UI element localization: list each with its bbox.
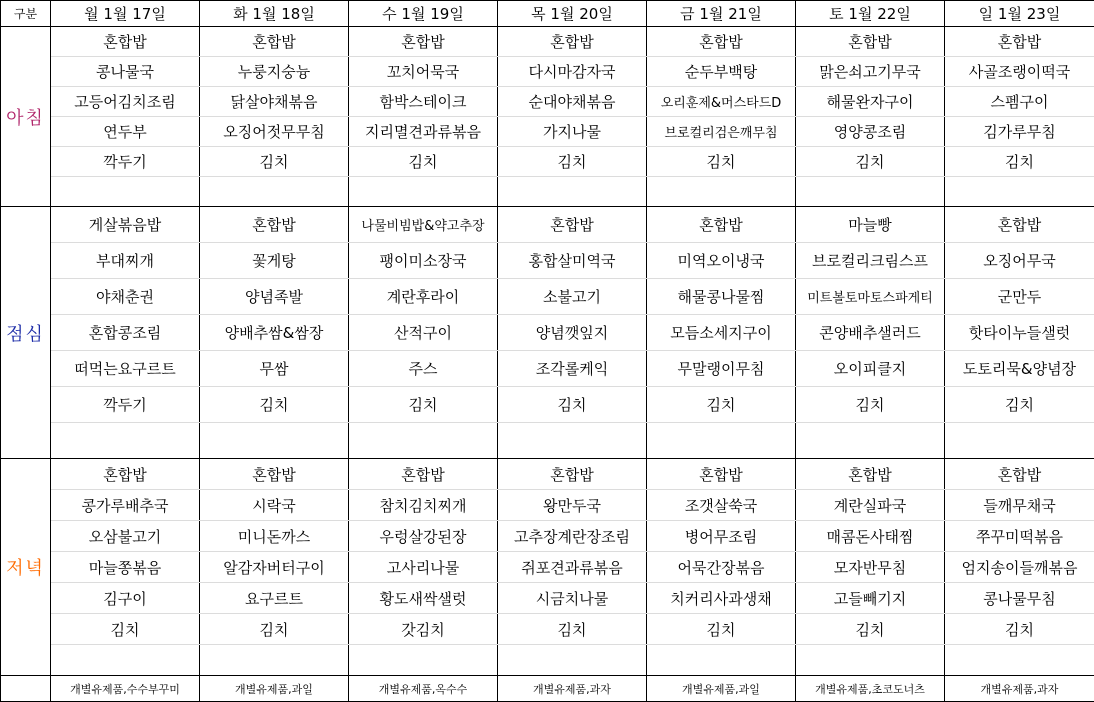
menu-item-tue [200, 423, 349, 459]
header-day-thu: 목 1월 20일 [498, 1, 647, 27]
menu-item-mon: 고등어김치조림 [51, 87, 200, 117]
menu-item-mon: 오삼불고기 [51, 521, 200, 552]
snack-wed: 개별유제품,옥수수 [349, 676, 498, 702]
menu-item-fri: 어묵간장볶음 [647, 552, 796, 583]
menu-item-tue: 김치 [200, 147, 349, 177]
menu-item-fri: 조갯살쑥국 [647, 490, 796, 521]
menu-item-sun: 스펨구이 [945, 87, 1094, 117]
menu-item-thu: 조각롤케익 [498, 351, 647, 387]
menu-item-fri [647, 423, 796, 459]
menu-item-sat [796, 177, 945, 207]
menu-item-mon [51, 645, 200, 676]
snack-thu: 개별유제품,과자 [498, 676, 647, 702]
snack-row [1, 676, 1094, 702]
menu-item-wed: 참치김치찌개 [349, 490, 498, 521]
menu-item-wed: 지리멸견과류볶음 [349, 117, 498, 147]
menu-item-tue: 미니돈까스 [200, 521, 349, 552]
menu-item-wed: 혼합밥 [349, 459, 498, 490]
menu-item-sun: 엄지송이들깨볶음 [945, 552, 1094, 583]
menu-item-thu: 소불고기 [498, 279, 647, 315]
menu-item-mon: 마늘쫑볶음 [51, 552, 200, 583]
snack-label-blank [1, 676, 51, 702]
menu-item-fri: 미역오이냉국 [647, 243, 796, 279]
table-row [1, 87, 1094, 117]
menu-item-fri: 김치 [647, 387, 796, 423]
menu-item-fri: 혼합밥 [647, 27, 796, 57]
menu-item-wed: 갓김치 [349, 614, 498, 645]
menu-item-sat [796, 645, 945, 676]
menu-item-sun [945, 177, 1094, 207]
menu-item-wed: 김치 [349, 147, 498, 177]
header-day-sun: 일 1월 23일 [945, 1, 1094, 27]
menu-item-wed: 주스 [349, 351, 498, 387]
menu-item-tue: 혼합밥 [200, 27, 349, 57]
menu-item-sat: 매콤돈사태찜 [796, 521, 945, 552]
menu-item-fri [647, 645, 796, 676]
meal-label-lunch: 점심 [1, 207, 51, 459]
menu-item-tue [200, 177, 349, 207]
menu-item-thu [498, 645, 647, 676]
menu-item-wed: 함박스테이크 [349, 87, 498, 117]
menu-item-sun: 핫타이누들샐럿 [945, 315, 1094, 351]
menu-item-mon: 떠먹는요구르트 [51, 351, 200, 387]
menu-item-tue: 혼합밥 [200, 207, 349, 243]
menu-item-sat: 혼합밥 [796, 459, 945, 490]
table-row [1, 583, 1094, 614]
menu-item-fri: 병어무조림 [647, 521, 796, 552]
menu-item-wed: 김치 [349, 387, 498, 423]
table-row [1, 459, 1094, 490]
menu-item-tue: 오징어젓무무침 [200, 117, 349, 147]
menu-item-sun: 김치 [945, 387, 1094, 423]
menu-item-tue: 양배추쌈&쌈장 [200, 315, 349, 351]
table-row [1, 490, 1094, 521]
header-day-fri: 금 1월 21일 [647, 1, 796, 27]
meal-body [1, 27, 1094, 702]
header-day-tue: 화 1월 18일 [200, 1, 349, 27]
menu-item-thu: 시금치나물 [498, 583, 647, 614]
menu-item-wed: 계란후라이 [349, 279, 498, 315]
menu-item-sat: 콘양배추샐러드 [796, 315, 945, 351]
menu-item-sat: 오이피클지 [796, 351, 945, 387]
menu-item-mon: 연두부 [51, 117, 200, 147]
menu-item-sat: 맑은쇠고기무국 [796, 57, 945, 87]
table-row [1, 423, 1094, 459]
menu-item-fri: 김치 [647, 147, 796, 177]
snack-mon: 개별유제품,수수부꾸미 [51, 676, 200, 702]
table-row [1, 177, 1094, 207]
menu-item-mon: 혼합콩조림 [51, 315, 200, 351]
header-day-mon: 월 1월 17일 [51, 1, 200, 27]
menu-item-tue: 꽃게탕 [200, 243, 349, 279]
menu-item-wed: 혼합밥 [349, 27, 498, 57]
menu-item-thu: 김치 [498, 387, 647, 423]
menu-item-sat: 혼합밥 [796, 27, 945, 57]
menu-item-sun: 혼합밥 [945, 27, 1094, 57]
menu-item-wed: 팽이미소장국 [349, 243, 498, 279]
table-row [1, 117, 1094, 147]
menu-item-tue: 혼합밥 [200, 459, 349, 490]
menu-item-sun: 김가루무침 [945, 117, 1094, 147]
menu-item-tue: 김치 [200, 387, 349, 423]
menu-item-thu: 혼합밥 [498, 207, 647, 243]
menu-item-tue [200, 645, 349, 676]
menu-item-fri: 무말랭이무침 [647, 351, 796, 387]
menu-item-sat: 모자반무침 [796, 552, 945, 583]
menu-item-thu: 왕만두국 [498, 490, 647, 521]
menu-item-mon [51, 177, 200, 207]
table-row [1, 521, 1094, 552]
meal-label-dinner: 저녁 [1, 459, 51, 676]
header-day-sat: 토 1월 22일 [796, 1, 945, 27]
menu-item-thu: 김치 [498, 147, 647, 177]
snack-sat: 개별유제품,초코도너츠 [796, 676, 945, 702]
menu-item-wed [349, 177, 498, 207]
menu-item-mon: 콩가루배추국 [51, 490, 200, 521]
menu-item-sun: 김치 [945, 147, 1094, 177]
table-row [1, 387, 1094, 423]
table-row [1, 243, 1094, 279]
table-row [1, 27, 1094, 57]
table-row [1, 614, 1094, 645]
table-row [1, 645, 1094, 676]
menu-item-sat: 계란실파국 [796, 490, 945, 521]
table-row [1, 207, 1094, 243]
menu-item-tue: 김치 [200, 614, 349, 645]
menu-item-sun: 들깨무채국 [945, 490, 1094, 521]
menu-item-sun [945, 423, 1094, 459]
menu-item-mon [51, 423, 200, 459]
menu-item-sun: 군만두 [945, 279, 1094, 315]
menu-item-tue: 무쌈 [200, 351, 349, 387]
menu-item-mon: 깍두기 [51, 387, 200, 423]
table-row [1, 279, 1094, 315]
menu-item-sun: 사골조랭이떡국 [945, 57, 1094, 87]
table-row [1, 351, 1094, 387]
menu-item-sat: 마늘빵 [796, 207, 945, 243]
menu-item-mon: 야채춘권 [51, 279, 200, 315]
menu-item-mon: 김구이 [51, 583, 200, 614]
menu-item-sun: 오징어무국 [945, 243, 1094, 279]
menu-item-thu: 혼합밥 [498, 459, 647, 490]
menu-item-tue: 양념족발 [200, 279, 349, 315]
menu-item-thu [498, 423, 647, 459]
snack-sun: 개별유제품,과자 [945, 676, 1094, 702]
menu-item-wed: 나물비빔밥&약고추장 [349, 207, 498, 243]
menu-item-fri: 혼합밥 [647, 459, 796, 490]
table-row [1, 147, 1094, 177]
menu-item-thu: 혼합밥 [498, 27, 647, 57]
menu-item-wed: 산적구이 [349, 315, 498, 351]
menu-item-sat: 영양콩조림 [796, 117, 945, 147]
menu-item-thu: 양념깻잎지 [498, 315, 647, 351]
menu-item-sat: 고들빼기지 [796, 583, 945, 614]
menu-item-tue: 요구르트 [200, 583, 349, 614]
snack-tue: 개별유제품,과일 [200, 676, 349, 702]
menu-item-sun: 쭈꾸미떡볶음 [945, 521, 1094, 552]
menu-item-tue: 닭살야채볶음 [200, 87, 349, 117]
header-row [1, 1, 1094, 27]
menu-item-sun: 도토리묵&양념장 [945, 351, 1094, 387]
menu-item-mon: 콩나물국 [51, 57, 200, 87]
meal-label-morning: 아침 [1, 27, 51, 207]
menu-item-fri: 혼합밥 [647, 207, 796, 243]
menu-item-mon: 깍두기 [51, 147, 200, 177]
header-category: 구분 [1, 1, 51, 27]
menu-item-wed: 황도새싹샐럿 [349, 583, 498, 614]
menu-item-sun: 혼합밥 [945, 207, 1094, 243]
menu-item-thu: 김치 [498, 614, 647, 645]
menu-item-sat: 미트볼토마토스파게티 [796, 279, 945, 315]
menu-item-sat: 김치 [796, 387, 945, 423]
menu-item-tue: 시락국 [200, 490, 349, 521]
table-row [1, 552, 1094, 583]
menu-item-sat: 해물완자구이 [796, 87, 945, 117]
table-row [1, 57, 1094, 87]
menu-item-wed: 우렁살강된장 [349, 521, 498, 552]
menu-item-fri: 브로컬리검은깨무침 [647, 117, 796, 147]
menu-item-thu: 다시마감자국 [498, 57, 647, 87]
menu-item-fri [647, 177, 796, 207]
menu-item-mon: 부대찌개 [51, 243, 200, 279]
menu-item-sun: 혼합밥 [945, 459, 1094, 490]
menu-item-tue: 누룽지숭늉 [200, 57, 349, 87]
menu-item-fri: 모듬소세지구이 [647, 315, 796, 351]
menu-item-sat: 김치 [796, 147, 945, 177]
menu-item-mon: 게살볶음밥 [51, 207, 200, 243]
menu-item-sun: 콩나물무침 [945, 583, 1094, 614]
menu-item-sat: 브로컬리크림스프 [796, 243, 945, 279]
menu-item-wed: 꼬치어묵국 [349, 57, 498, 87]
table-row [1, 315, 1094, 351]
menu-item-thu: 홍합살미역국 [498, 243, 647, 279]
menu-item-sun [945, 645, 1094, 676]
menu-item-fri: 김치 [647, 614, 796, 645]
menu-item-wed: 고사리나물 [349, 552, 498, 583]
header-day-wed: 수 1월 19일 [349, 1, 498, 27]
menu-item-thu: 가지나물 [498, 117, 647, 147]
menu-item-sat [796, 423, 945, 459]
menu-item-fri: 오리훈제&머스타드D [647, 87, 796, 117]
menu-item-thu [498, 177, 647, 207]
menu-item-wed [349, 645, 498, 676]
menu-item-sun: 김치 [945, 614, 1094, 645]
menu-item-mon: 혼합밥 [51, 27, 200, 57]
menu-item-tue: 알감자버터구이 [200, 552, 349, 583]
snack-fri: 개별유제품,과일 [647, 676, 796, 702]
menu-item-mon: 혼합밥 [51, 459, 200, 490]
menu-item-fri: 순두부백탕 [647, 57, 796, 87]
menu-item-wed [349, 423, 498, 459]
menu-item-mon: 김치 [51, 614, 200, 645]
menu-item-fri: 해물콩나물찜 [647, 279, 796, 315]
menu-item-sat: 김치 [796, 614, 945, 645]
menu-item-thu: 순대야채볶음 [498, 87, 647, 117]
menu-item-thu: 고추장계란장조림 [498, 521, 647, 552]
menu-item-fri: 치커리사과생채 [647, 583, 796, 614]
menu-item-thu: 쥐포견과류볶음 [498, 552, 647, 583]
